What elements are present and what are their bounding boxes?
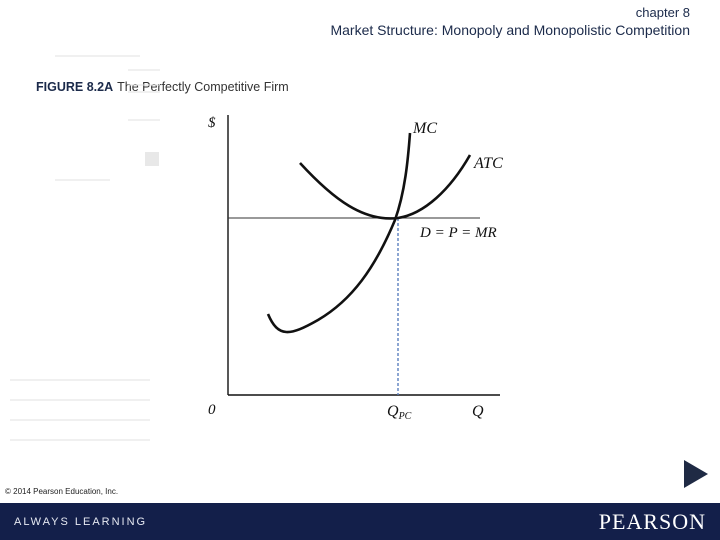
slide-title: Market Structure: Monopoly and Monopolistic Competition [330, 22, 690, 38]
play-triangle-icon[interactable] [682, 458, 710, 490]
atc-curve [300, 155, 470, 218]
atc-label: ATC [474, 155, 503, 172]
y-axis-label: $ [208, 115, 216, 131]
qpc-subscript: PC [398, 411, 412, 422]
x-axis-label: Q [472, 403, 484, 420]
mc-curve [268, 133, 410, 332]
copyright-text: © 2014 Pearson Education, Inc. [5, 487, 119, 496]
demand-label: D = P = MR [420, 225, 497, 241]
always-learning-tagline: ALWAYS LEARNING [14, 516, 148, 528]
qpc-main: Q [387, 403, 399, 420]
mc-label: MC [413, 120, 437, 137]
qpc-label [387, 403, 412, 422]
figure-number: FIGURE 8.2A [36, 80, 114, 94]
figure-title: The Perfectly Competitive Firm [117, 80, 289, 94]
origin-label: 0 [208, 402, 216, 418]
chapter-label: chapter 8 [635, 5, 690, 20]
footer-bar [0, 503, 720, 540]
pearson-logo: PEARSON [598, 509, 706, 534]
